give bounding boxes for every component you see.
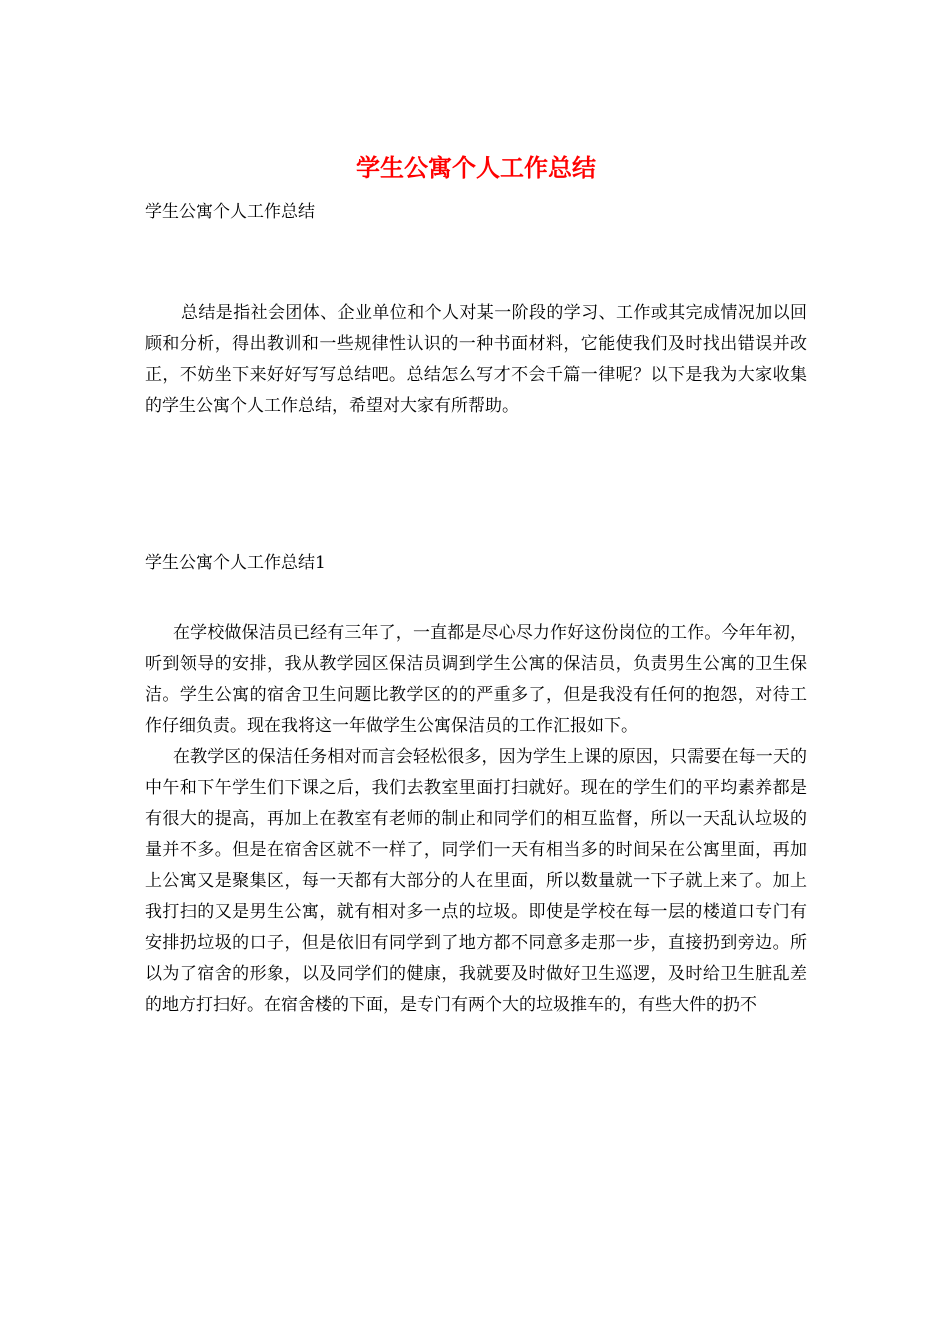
body-paragraph: 在教学区的保洁任务相对而言会轻松很多，因为学生上课的原因，只需要在每一天的中午和下午学生们下课之后，我们去教室里面打扫就好。现在的学生们的平均素养都是有很大的提高，再加上在教室有老师的制止和同学们的相互监督，所以一天乱认垃圾的量并不多。但是在宿舍区就不一样了，同学们一天有相当多的时间呆在公寓里面，再加上公寓又是聚集区，每一天都有大部分的人在里面，所以数量就一下子就上来了。加上我打扫的又是男生公寓，就有相对多一点的垃圾。即使是学校在每一层的楼道口专门有安排扔垃圾的口子，但是依旧有同学到了地方都不同意多走那一步，直接扔到旁边。所以为了宿舍的形象，以及同学们的健康，我就要及时做好卫生巡逻，及时给卫生脏乱差的地方打扫好。在宿舍楼的下面，是专门有两个大的垃圾推车的，有些大件的扔不 [145,747,807,1015]
document-title: 学生公寓个人工作总结 [356,153,596,182]
body-paragraph: 在学校做保洁员已经有三年了，一直都是尽心尽力作好这份岗位的工作。今年年初，听到领导的安排，我从教学园区保洁员调到学生公寓的保洁员，负责男生公寓的卫生保洁。学生公寓的宿舍卫生问题比教学区的的严重多了，但是我没有任何的抱怨，对待工作仔细负责。现在我将这一年做学生公寓保洁员的工作汇报如下。 [145,623,807,736]
section-body [145,618,807,1021]
document-subtitle: 学生公寓个人工作总结 [145,202,315,222]
intro-paragraph: 总结是指社会团体、企业单位和个人对某一阶段的学习、工作或其完成情况加以回顾和分析，得出教训和一些规律性认识的一种书面材料，它能使我们及时找出错误并改正，不妨坐下来好好写写总结吧。总结怎么写才不会千篇一律呢？以下是我为大家收集的学生公寓个人工作总结，希望对大家有所帮助。 [145,303,807,416]
section-heading: 学生公寓个人工作总结1 [145,553,326,573]
